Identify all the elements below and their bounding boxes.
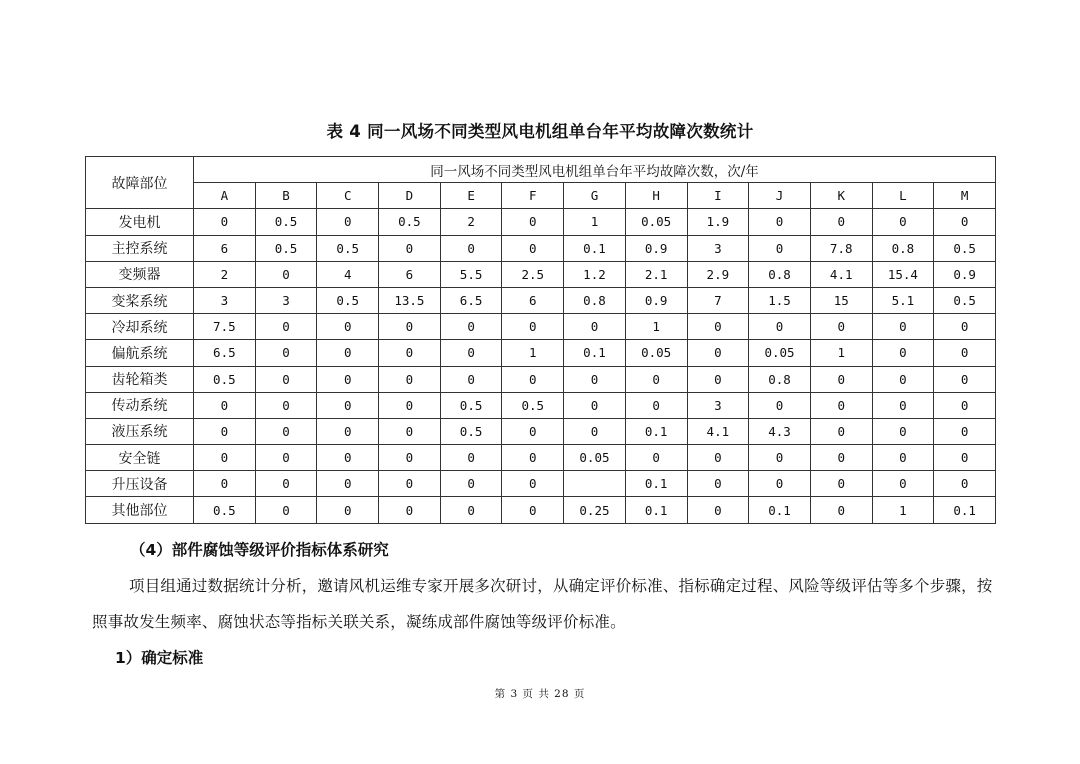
table-row [86, 366, 996, 392]
table-cell: 0 [379, 366, 441, 392]
table-cell: 5.1 [872, 287, 934, 313]
table-cell: 0 [440, 235, 502, 261]
table-cell: 0 [440, 497, 502, 523]
table-row [86, 418, 996, 444]
table-cell: 0 [194, 445, 256, 471]
table-cell: 0.1 [749, 497, 811, 523]
table-cell: 3 [255, 287, 317, 313]
table-cell: 0 [934, 392, 996, 418]
table-cell: 0 [564, 418, 626, 444]
table-cell: 2 [440, 209, 502, 235]
table-cell: 0.9 [625, 287, 687, 313]
table-cell: 0.5 [440, 418, 502, 444]
table-cell: 0.05 [564, 445, 626, 471]
table-cell: 0.5 [255, 209, 317, 235]
column-header: L [872, 183, 934, 209]
table-cell: 0 [564, 314, 626, 340]
fault-count-table [85, 156, 996, 524]
row-label: 传动系统 [86, 392, 194, 418]
table-cell: 0 [749, 235, 811, 261]
table-cell: 0 [502, 209, 564, 235]
table-cell: 0 [749, 314, 811, 340]
table-cell: 0 [379, 392, 441, 418]
table-cell: 0.5 [317, 235, 379, 261]
table-cell [564, 471, 626, 497]
table-cell: 0 [379, 471, 441, 497]
row-label: 升压设备 [86, 471, 194, 497]
table-cell: 0 [379, 418, 441, 444]
table-cell: 0 [502, 366, 564, 392]
table-cell: 0.9 [625, 235, 687, 261]
table-cell: 0.1 [564, 235, 626, 261]
table-cell: 0 [687, 445, 749, 471]
table-cell: 0 [810, 314, 872, 340]
row-header-fault-location: 故障部位 [86, 157, 194, 209]
row-label: 液压系统 [86, 418, 194, 444]
table-cell: 0 [194, 392, 256, 418]
table-cell: 6 [194, 235, 256, 261]
table-cell: 0 [379, 497, 441, 523]
table-cell: 2.5 [502, 261, 564, 287]
table-cell: 1.9 [687, 209, 749, 235]
table-cell: 2.9 [687, 261, 749, 287]
table-cell: 0 [502, 497, 564, 523]
table-cell: 0 [687, 471, 749, 497]
table-cell: 0 [872, 314, 934, 340]
table-cell: 0 [379, 340, 441, 366]
column-header: F [502, 183, 564, 209]
table-cell: 0 [872, 445, 934, 471]
table-header-row-2 [86, 183, 996, 209]
table-cell: 0 [255, 261, 317, 287]
table-cell: 0.5 [194, 366, 256, 392]
table-cell: 0 [379, 235, 441, 261]
table-cell: 0 [625, 366, 687, 392]
table-row [86, 497, 996, 523]
table-cell: 0 [687, 366, 749, 392]
table-cell: 0 [317, 314, 379, 340]
table-body [86, 209, 996, 523]
table-cell: 15.4 [872, 261, 934, 287]
table-cell: 0 [872, 392, 934, 418]
table-cell: 1 [564, 209, 626, 235]
table-cell: 6.5 [440, 287, 502, 313]
table-cell: 0 [872, 340, 934, 366]
table-cell: 3 [194, 287, 256, 313]
page-number-footer: 第 3 页 共 28 页 [494, 688, 586, 700]
table-cell: 2 [194, 261, 256, 287]
column-header: G [564, 183, 626, 209]
table-cell: 0 [810, 366, 872, 392]
row-label: 偏航系统 [86, 340, 194, 366]
table-cell: 0 [872, 418, 934, 444]
table-cell: 0 [317, 497, 379, 523]
subheading: 1）确定标准 [115, 649, 204, 667]
column-header: A [194, 183, 256, 209]
column-group-header: 同一风场不同类型风电机组单台年平均故障次数，次/年 [194, 157, 996, 183]
table-cell: 0 [317, 471, 379, 497]
section-heading: （4）部件腐蚀等级评价指标体系研究 [130, 541, 389, 559]
table-cell: 0 [194, 471, 256, 497]
table-cell: 0.1 [564, 340, 626, 366]
table-cell: 13.5 [379, 287, 441, 313]
table-row [86, 287, 996, 313]
table-cell: 0 [934, 209, 996, 235]
column-header: B [255, 183, 317, 209]
table-cell: 0 [749, 392, 811, 418]
table-cell: 0 [934, 366, 996, 392]
table-cell: 0 [317, 392, 379, 418]
table-cell: 0 [872, 209, 934, 235]
table-cell: 0 [502, 314, 564, 340]
column-header: K [810, 183, 872, 209]
table-cell: 0 [255, 445, 317, 471]
table-cell: 0 [379, 445, 441, 471]
table-cell: 0 [440, 366, 502, 392]
table-cell: 0 [317, 445, 379, 471]
table-cell: 0 [317, 209, 379, 235]
table-cell: 0 [872, 366, 934, 392]
table-cell: 0 [440, 445, 502, 471]
table-cell: 0 [255, 392, 317, 418]
column-header: E [440, 183, 502, 209]
table-cell: 3 [687, 392, 749, 418]
table-cell: 0 [255, 497, 317, 523]
table-cell: 1 [872, 497, 934, 523]
table-cell: 1.2 [564, 261, 626, 287]
table-cell: 0.8 [564, 287, 626, 313]
table-cell: 0 [934, 418, 996, 444]
table-cell: 0.9 [934, 261, 996, 287]
column-header: I [687, 183, 749, 209]
table-cell: 0.25 [564, 497, 626, 523]
table-cell: 7.8 [810, 235, 872, 261]
table-cell: 0.5 [317, 287, 379, 313]
table-cell: 0 [749, 445, 811, 471]
table-cell: 6.5 [194, 340, 256, 366]
column-header: M [934, 183, 996, 209]
table-cell: 0 [749, 209, 811, 235]
table-cell: 4.1 [810, 261, 872, 287]
row-label: 齿轮箱类 [86, 366, 194, 392]
table-cell: 0 [625, 445, 687, 471]
table-cell: 6 [502, 287, 564, 313]
table-cell: 0 [502, 418, 564, 444]
table-cell: 1 [502, 340, 564, 366]
table-cell: 0.5 [379, 209, 441, 235]
table-cell: 6 [379, 261, 441, 287]
table-cell: 1.5 [749, 287, 811, 313]
table-cell: 0.1 [934, 497, 996, 523]
table-cell: 0 [317, 418, 379, 444]
table-cell: 7.5 [194, 314, 256, 340]
table-cell: 2.1 [625, 261, 687, 287]
table-cell: 0 [440, 314, 502, 340]
table-row [86, 392, 996, 418]
table-cell: 0.5 [255, 235, 317, 261]
table-cell: 1 [810, 340, 872, 366]
table-cell: 0 [502, 445, 564, 471]
row-label: 变频器 [86, 261, 194, 287]
table-cell: 0 [934, 314, 996, 340]
table-row [86, 209, 996, 235]
table-cell: 0 [502, 235, 564, 261]
table-cell: 0 [810, 471, 872, 497]
table-cell: 0 [255, 340, 317, 366]
table-row [86, 340, 996, 366]
table-cell: 0 [255, 366, 317, 392]
table-cell: 0.05 [625, 209, 687, 235]
table-cell: 0.8 [872, 235, 934, 261]
table-row [86, 314, 996, 340]
column-header: J [749, 183, 811, 209]
row-label: 变桨系统 [86, 287, 194, 313]
table-cell: 0.1 [625, 418, 687, 444]
table-cell: 0 [317, 366, 379, 392]
table-cell: 0 [317, 340, 379, 366]
table-cell: 0.05 [749, 340, 811, 366]
table-cell: 0 [810, 418, 872, 444]
table-cell: 7 [687, 287, 749, 313]
table-row [86, 261, 996, 287]
table-cell: 0.8 [749, 366, 811, 392]
table-cell: 0 [934, 471, 996, 497]
row-label: 安全链 [86, 445, 194, 471]
table-cell: 0.05 [625, 340, 687, 366]
table-row [86, 471, 996, 497]
table-cell: 0 [440, 471, 502, 497]
table-cell: 0 [934, 340, 996, 366]
column-header: C [317, 183, 379, 209]
table-cell: 0 [255, 471, 317, 497]
table-cell: 0.5 [934, 287, 996, 313]
table-cell: 0 [687, 314, 749, 340]
table-cell: 0.1 [625, 471, 687, 497]
table-cell: 0.1 [625, 497, 687, 523]
table-cell: 0 [625, 392, 687, 418]
table-cell: 0 [934, 445, 996, 471]
table-cell: 0.8 [749, 261, 811, 287]
table-row [86, 235, 996, 261]
table-cell: 0 [255, 418, 317, 444]
table-cell: 0 [564, 366, 626, 392]
table-cell: 4.1 [687, 418, 749, 444]
table-cell: 15 [810, 287, 872, 313]
table-cell: 0 [564, 392, 626, 418]
table-cell: 5.5 [440, 261, 502, 287]
table-cell: 0.5 [502, 392, 564, 418]
table-cell: 0 [502, 471, 564, 497]
table-cell: 0 [810, 445, 872, 471]
table-cell: 0 [255, 314, 317, 340]
row-label: 主控系统 [86, 235, 194, 261]
row-label: 其他部位 [86, 497, 194, 523]
table-cell: 0 [749, 471, 811, 497]
table-cell: 4.3 [749, 418, 811, 444]
table-cell: 0 [810, 497, 872, 523]
column-header: H [625, 183, 687, 209]
table-cell: 0 [194, 209, 256, 235]
table-cell: 0 [810, 392, 872, 418]
table-cell: 0 [440, 340, 502, 366]
table-cell: 4 [317, 261, 379, 287]
table-header-row-1 [86, 157, 996, 183]
row-label: 冷却系统 [86, 314, 194, 340]
table-cell: 0.5 [934, 235, 996, 261]
column-header: D [379, 183, 441, 209]
table-cell: 0 [810, 209, 872, 235]
table-cell: 0 [687, 340, 749, 366]
table-row [86, 445, 996, 471]
table-cell: 0 [194, 418, 256, 444]
table-cell: 1 [625, 314, 687, 340]
table-cell: 3 [687, 235, 749, 261]
table-cell: 0.5 [440, 392, 502, 418]
table-cell: 0 [872, 471, 934, 497]
row-label: 发电机 [86, 209, 194, 235]
table-cell: 0 [379, 314, 441, 340]
body-paragraph: 项目组通过数据统计分析，邀请风机运维专家开展多次研讨，从确定评价标准、指标确定过程、风险等级评估等多个步骤，按照事故发生频率、腐蚀状态等指标关联关系，凝练成部件腐蚀等级评价标准。 [92, 577, 993, 631]
table-caption: 表 4 同一风场不同类型风电机组单台年平均故障次数统计 [326, 122, 754, 141]
table-cell: 0.5 [194, 497, 256, 523]
table-cell: 0 [687, 497, 749, 523]
